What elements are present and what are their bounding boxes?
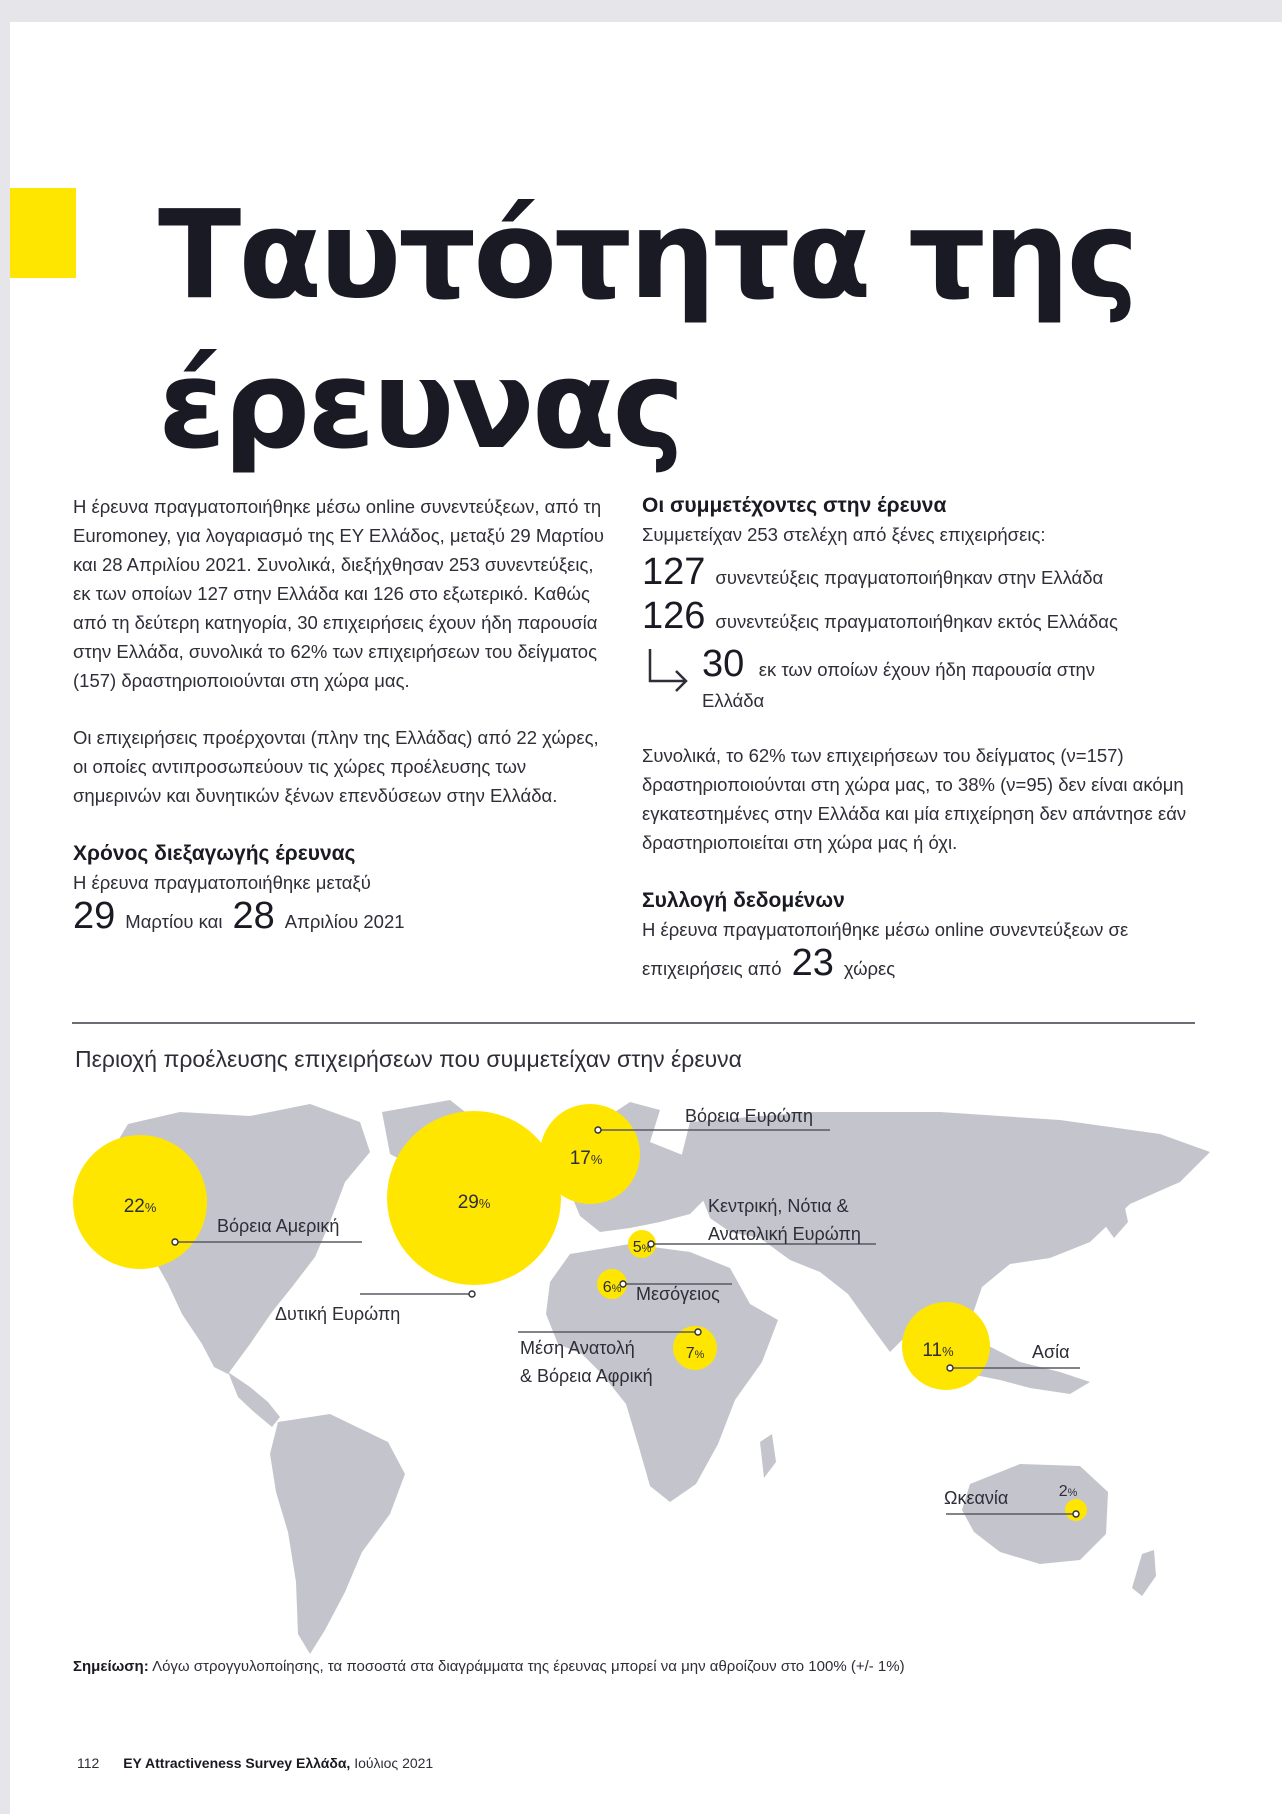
- stat-127: [642, 553, 1202, 597]
- left-column: [73, 492, 613, 941]
- stat-126: [642, 597, 1202, 641]
- land-south-america: [270, 1414, 405, 1654]
- region-percentage: 29%: [457, 1192, 491, 1213]
- region-label: Δυτική Ευρώπη: [275, 1304, 401, 1324]
- section-divider: [72, 1022, 1195, 1024]
- yellow-accent-bar: [10, 188, 76, 278]
- countries-number: 23: [791, 942, 834, 984]
- countries-post: χώρες: [843, 958, 896, 979]
- sub-arrow-icon: [642, 647, 692, 699]
- date1-number: 29: [73, 895, 116, 937]
- countries-pre: επιχειρήσεις από: [642, 958, 782, 979]
- stat2-number: 126: [642, 595, 706, 637]
- footnote-label: Σημείωση:: [73, 1658, 149, 1675]
- report-page: [10, 22, 1282, 1814]
- region-percentage: 22%: [123, 1196, 157, 1217]
- continents: [110, 1100, 1210, 1654]
- stat3-text: εκ των οποίων έχουν ήδη παρουσία στην Ελλάδα: [702, 659, 1096, 711]
- origin-paragraph: Οι επιχειρήσεις προέρχονται (πλην της Ελλάδας) από 22 χώρες, οι οποίες αντιπροσωπεύουν τις χώρες προέλευσης των σημερινών και δυνητικών ξένων επενδύσεων στην Ελλάδα.: [73, 727, 599, 806]
- publication-name: EY Attractiveness Survey Ελλάδα,: [123, 1755, 351, 1771]
- region-label: Βόρεια Αμερική: [217, 1216, 340, 1236]
- title-line-2: έρευνας: [158, 334, 682, 476]
- region-label: Βόρεια Ευρώπη: [685, 1106, 814, 1126]
- leader-dot: [595, 1127, 601, 1133]
- title-line-1: Ταυτότητα της: [158, 184, 1136, 326]
- survey-dates: [73, 897, 613, 941]
- region-percentage: 5%: [632, 1239, 652, 1256]
- time-heading: Χρόνος διεξαγωγής έρευνας: [73, 842, 356, 865]
- participants-intro: Συμμετείχαν 253 στελέχη από ξένες επιχειρήσεις:: [642, 524, 1046, 545]
- leader-dot: [172, 1239, 178, 1245]
- countries-stat: [642, 944, 1202, 988]
- right-column: [642, 492, 1202, 988]
- land-new-zealand: [1132, 1550, 1156, 1596]
- leader-dot: [469, 1291, 475, 1297]
- world-map: [10, 1082, 1282, 1682]
- land-central-america: [228, 1372, 280, 1427]
- leader-dot: [695, 1329, 701, 1335]
- stat2-text: συνεντεύξεις πραγματοποιήθηκαν εκτός Ελλάδας: [715, 611, 1118, 632]
- date2-text: Απριλίου 2021: [284, 911, 405, 932]
- stat-30: [642, 643, 1202, 715]
- time-text: Η έρευνα πραγματοποιήθηκε μεταξύ: [73, 872, 371, 893]
- region-label: & Βόρεια Αφρική: [520, 1366, 653, 1386]
- region-label: Ασία: [1032, 1342, 1070, 1362]
- page-title: [158, 180, 1136, 480]
- participants-heading: Οι συμμετέχοντες στην έρευνα: [642, 494, 947, 517]
- data-collection-text: Η έρευνα πραγματοποιήθηκε μέσω online συνεντεύξεων σε: [642, 919, 1129, 940]
- region-percentage: 6%: [602, 1279, 622, 1296]
- region-label: Ωκεανία: [944, 1488, 1009, 1508]
- leader-dot: [947, 1365, 953, 1371]
- region-percentage: 11%: [922, 1340, 954, 1361]
- stat3-number: 30: [702, 643, 745, 685]
- footnote-text: Λόγω στρογγυλοποίησης, τα ποσοστά στα διαγράμματα της έρευνας μπορεί να μην αθροίζουν στο 100% (+/- 1%): [152, 1658, 905, 1675]
- page-footer: [77, 1755, 433, 1771]
- footnote: [73, 1658, 905, 1675]
- region-label: Κεντρική, Νότια &: [708, 1196, 849, 1216]
- leader-dot: [1073, 1511, 1079, 1517]
- data-collection-heading: Συλλογή δεδομένων: [642, 889, 845, 912]
- stat1-text: συνεντεύξεις πραγματοποιήθηκαν στην Ελλάδα: [715, 567, 1104, 588]
- date2-number: 28: [232, 895, 275, 937]
- stat1-number: 127: [642, 551, 706, 593]
- page-number: 112: [77, 1755, 100, 1771]
- region-label: Μεσόγειος: [636, 1284, 720, 1304]
- participants-summary: Συνολικά, το 62% των επιχειρήσεων του δείγματος (ν=157) δραστηριοποιούνται στη χώρα μας, το 38% (ν=95) δεν είναι ακόμη εγκατεστημένες στην Ελλάδα και μία επιχείρηση δεν απάντησε εάν δραστηριοποιείται στη χώρα μας ή όχι.: [642, 745, 1187, 853]
- region-percentage: 2%: [1058, 1483, 1078, 1500]
- region-percentage: 17%: [569, 1148, 603, 1169]
- map-title: Περιοχή προέλευσης επιχειρήσεων που συμμετείχαν στην έρευνα: [75, 1046, 742, 1072]
- region-percentage: 7%: [685, 1345, 705, 1362]
- land-madagascar: [760, 1434, 776, 1478]
- date1-text: Μαρτίου και: [125, 911, 223, 932]
- region-label: Μέση Ανατολή: [520, 1338, 635, 1358]
- intro-paragraph: Η έρευνα πραγματοποιήθηκε μέσω online συνεντεύξεων, από τη Euromoney, για λογαριασμό της EY Ελλάδος, μεταξύ 29 Μαρτίου και 28 Απριλίου 2021. Συνολικά, διεξήχθησαν 253 συνεντεύξεις, εκ των οποίων 127 στην Ελλάδα και 126 στο εξωτερικό. Καθώς από τη δεύτερη κατηγορία, 30 επιχειρήσεις έχουν ήδη παρουσία στην Ελλάδα, συνολικά το 62% των επιχειρήσεων του δείγματος (157) δραστηριοποιούνται στη χώρα μας.: [73, 496, 605, 691]
- publication-date: Ιούλιος 2021: [354, 1755, 434, 1771]
- region-label: Ανατολική Ευρώπη: [708, 1224, 861, 1244]
